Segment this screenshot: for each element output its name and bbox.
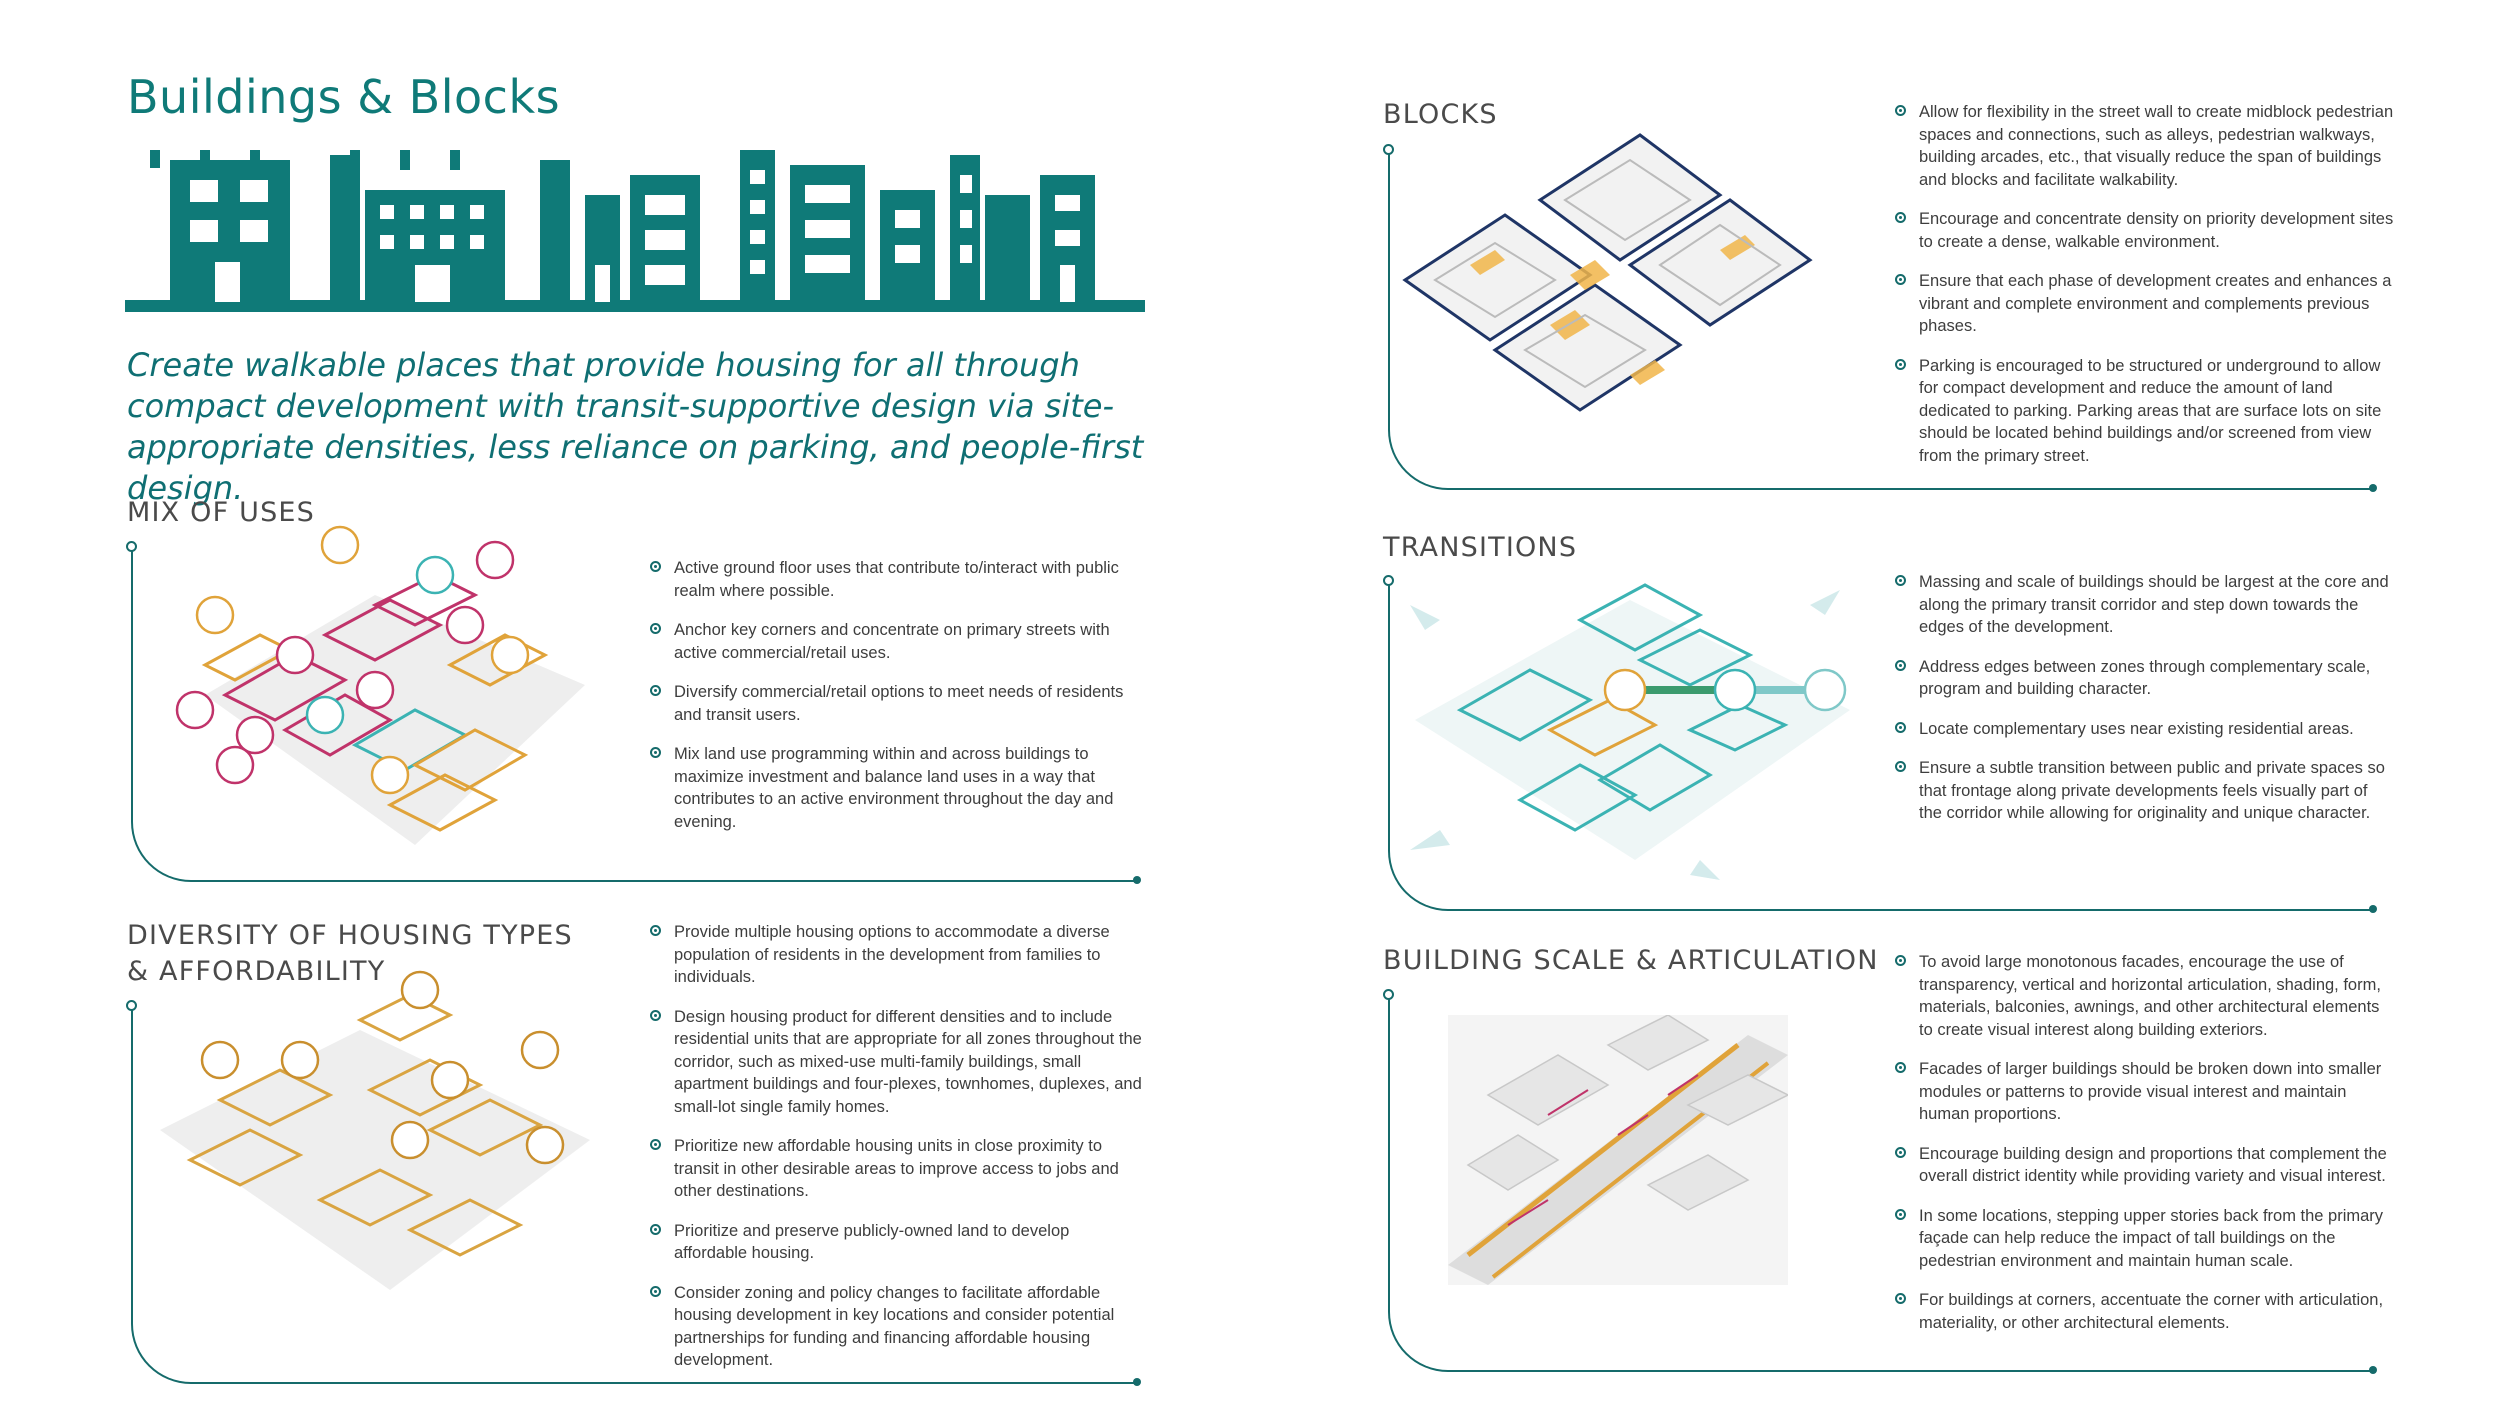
- section-title-transitions: TRANSITIONS: [1383, 532, 1578, 563]
- list-item: Facades of larger buildings should be broken down into smaller modules or patterns to provide visual interest and maintain human proportions.: [1895, 1058, 2395, 1126]
- bullet-icon: [1895, 1293, 1906, 1304]
- bullet-icon: [650, 561, 661, 572]
- list-item: Locate complementary uses near existing residential areas.: [1895, 718, 2395, 741]
- skyline-illustration: [125, 150, 1145, 320]
- bullet-icon: [650, 1139, 661, 1150]
- bullet-icon: [650, 925, 661, 936]
- bullet-icon: [650, 623, 661, 634]
- list-item: Allow for flexibility in the street wall to create midblock pedestrian spaces and connections, such as alleys, pedestrian walkways, building arcades, etc., that visually reduce the span of buildings and blocks and facilitate walkability.: [1895, 101, 2395, 191]
- bracket-end-dot: [2369, 1366, 2377, 1374]
- blocks-diagram: [1400, 125, 1830, 475]
- bullet-icon: [650, 747, 661, 758]
- housing-diagram: [150, 970, 600, 1330]
- building-scale-bullets: [1895, 951, 2395, 1351]
- transitions-bullets: [1895, 571, 2395, 842]
- bullet-icon: [1895, 212, 1906, 223]
- list-item: Mix land use programming within and across buildings to maximize investment and balance land uses in a way that contributes to an active environment throughout the day and evening.: [650, 743, 1140, 833]
- bullet-icon: [650, 1010, 661, 1021]
- bracket-end-dot: [2369, 484, 2377, 492]
- list-item: Prioritize and preserve publicly-owned land to develop affordable housing.: [650, 1220, 1145, 1265]
- transitions-diagram: [1400, 560, 1870, 900]
- list-item: Diversify commercial/retail options to meet needs of residents and transit users.: [650, 681, 1140, 726]
- bullet-icon: [1895, 1062, 1906, 1073]
- mix-of-uses-diagram: [175, 515, 605, 875]
- bullet-icon: [1895, 660, 1906, 671]
- list-item: In some locations, stepping upper stories back from the primary façade can help reduce the impact of tall buildings on the pedestrian environment and maintain human scale.: [1895, 1205, 2395, 1273]
- list-item: Massing and scale of buildings should be largest at the core and along the primary transit corridor and step down towards the edges of the development.: [1895, 571, 2395, 639]
- housing-bullets: [650, 921, 1145, 1389]
- building-scale-diagram: [1448, 1015, 1788, 1285]
- bullet-icon: [1895, 1147, 1906, 1158]
- bullet-icon: [1895, 1209, 1906, 1220]
- list-item: Parking is encouraged to be structured or underground to allow for compact development and reduce the amount of land dedicated to parking. Parking areas that are surface lots on site should be located behind buildings and/or screened from view from the primary street.: [1895, 355, 2395, 468]
- list-item: Address edges between zones through complementary scale, program and building character.: [1895, 656, 2395, 701]
- bullet-icon: [1895, 274, 1906, 285]
- bullet-icon: [1895, 105, 1906, 116]
- section-title-housing: DIVERSITY OF HOUSING TYPES & AFFORDABILITY: [127, 920, 573, 987]
- bullet-icon: [650, 1224, 661, 1235]
- bracket-end-dot: [1133, 876, 1141, 884]
- list-item: To avoid large monotonous facades, encourage the use of transparency, vertical and horizontal articulation, shading, form, materials, balconies, awnings, and other architectural elements to create visual interest along building exteriors.: [1895, 951, 2395, 1041]
- list-item: Encourage and concentrate density on priority development sites to create a dense, walkable environment.: [1895, 208, 2395, 253]
- list-item: Consider zoning and policy changes to facilitate affordable housing development in key locations and consider potential partnerships for funding and financing affordable housing development.: [650, 1282, 1145, 1372]
- mix-of-uses-bullets: [650, 557, 1140, 850]
- list-item: Anchor key corners and concentrate on primary streets with active commercial/retail uses.: [650, 619, 1140, 664]
- bullet-icon: [1895, 761, 1906, 772]
- bullet-icon: [1895, 722, 1906, 733]
- bracket-end-dot: [2369, 905, 2377, 913]
- list-item: Provide multiple housing options to accommodate a diverse population of residents in the development from families to individuals.: [650, 921, 1145, 989]
- bullet-icon: [1895, 955, 1906, 966]
- bullet-icon: [650, 1286, 661, 1297]
- list-item: Active ground floor uses that contribute to/interact with public realm where possible.: [650, 557, 1140, 602]
- section-title-mix-of-uses: MIX OF USES: [127, 497, 316, 528]
- list-item: Prioritize new affordable housing units in close proximity to transit in other desirable areas to improve access to jobs and other destinations.: [650, 1135, 1145, 1203]
- bullet-icon: [1895, 359, 1906, 370]
- list-item: Encourage building design and proportions that complement the overall district identity while providing variety and visual interest.: [1895, 1143, 2395, 1188]
- bullet-icon: [1895, 575, 1906, 586]
- section-title-building-scale: BUILDING SCALE & ARTICULATION: [1383, 945, 1879, 976]
- section-title-blocks: BLOCKS: [1383, 99, 1498, 130]
- page-title: Buildings & Blocks: [127, 70, 561, 124]
- list-item: Ensure that each phase of development creates and enhances a vibrant and complete environment and complements previous phases.: [1895, 270, 2395, 338]
- tagline: Create walkable places that provide housing for all through compact development with transit-supportive design via site-appropriate densities, less reliance on parking, and people-first design.: [127, 346, 1144, 507]
- bullet-icon: [650, 685, 661, 696]
- list-item: Design housing product for different densities and to include residential units that are appropriate for all zones throughout the corridor, such as mixed-use multi-family buildings, small apartment buildings and four-plexes, townhomes, duplexes, and small-lot single family homes.: [650, 1006, 1145, 1119]
- blocks-bullets: [1895, 101, 2395, 484]
- list-item: For buildings at corners, accentuate the corner with articulation, materiality, or other architectural elements.: [1895, 1289, 2395, 1334]
- list-item: Ensure a subtle transition between public and private spaces so that frontage along private developments feels visually part of the corridor while allowing for originality and unique character.: [1895, 757, 2395, 825]
